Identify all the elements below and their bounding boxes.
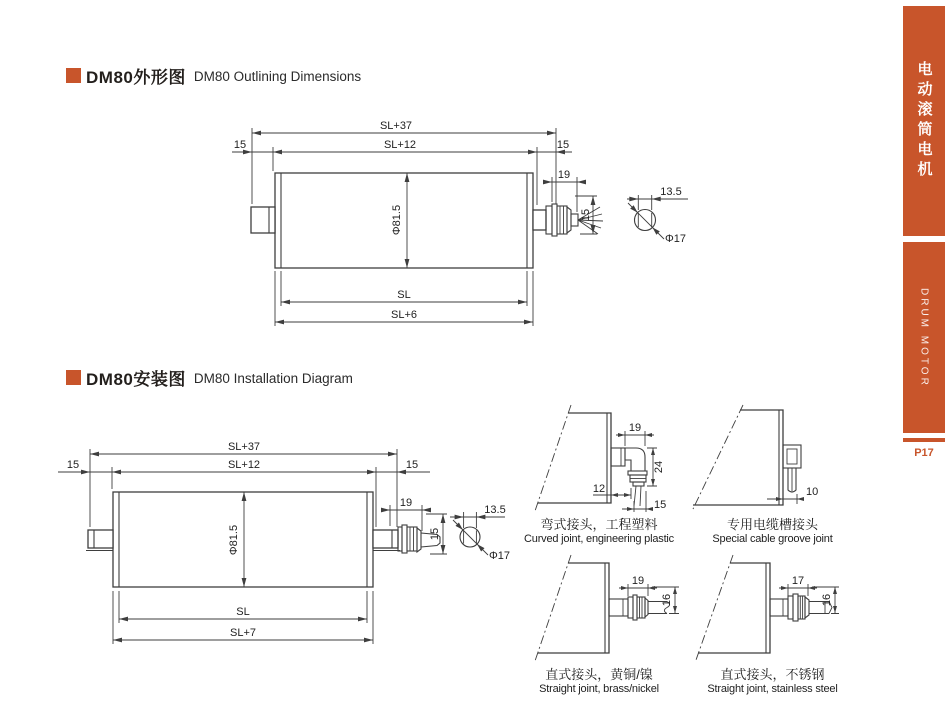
mounting-plate bbox=[696, 555, 770, 660]
dim-label-10: 10 bbox=[806, 486, 819, 498]
heading-bullet-square bbox=[66, 68, 81, 83]
drum-body bbox=[251, 173, 603, 268]
joint-straight-steel-caption bbox=[680, 667, 865, 696]
shaft-section-detail bbox=[450, 512, 505, 555]
dim-label-gland-h15: 15 bbox=[580, 208, 592, 222]
dim-label-gland-h15: 15 bbox=[429, 527, 441, 541]
dim-label-12: 12 bbox=[592, 483, 606, 495]
dim-label-inner: SL+12 bbox=[383, 139, 417, 151]
dim-label-sl: SL bbox=[397, 289, 411, 301]
caption-en: Straight joint, brass/nickel bbox=[539, 683, 659, 695]
dim-label-15: 15 bbox=[654, 499, 667, 511]
dim-label-left15: 15 bbox=[233, 139, 247, 151]
dim-label-19: 19 bbox=[631, 575, 645, 587]
caption-en: Curved joint, engineering plastic bbox=[524, 533, 674, 545]
dim-label-total: SL+37 bbox=[379, 120, 413, 132]
dim-label-16: 16 bbox=[821, 593, 833, 607]
sidebar-category-zh: 电动滚筒电机 bbox=[915, 61, 933, 181]
joint-groove-drawing bbox=[680, 405, 865, 517]
dim-label-19: 19 bbox=[628, 422, 642, 434]
dim-label-shell: SL+7 bbox=[230, 627, 256, 639]
dim-label-diameter: Φ81.5 bbox=[391, 204, 403, 236]
caption-en: Special cable groove joint bbox=[712, 533, 833, 545]
dim-label-right15: 15 bbox=[405, 459, 419, 471]
joint-straight-steel-drawing bbox=[680, 555, 865, 667]
sidebar-category-en: DRUM MOTOR bbox=[918, 287, 930, 388]
caption-zh: 直式接头，不锈钢 bbox=[720, 667, 825, 682]
dim-label-16: 16 bbox=[661, 593, 673, 607]
sidebar-category-tab-en bbox=[903, 242, 945, 433]
install-title-en: DM80 Installation Diagram bbox=[193, 371, 353, 386]
heading-bullet-square bbox=[66, 370, 81, 385]
page-number: P17 bbox=[914, 447, 934, 459]
dim-label-sl: SL bbox=[236, 606, 250, 618]
outline-title-zh: DM80外形图 bbox=[86, 68, 186, 87]
outline-drawing bbox=[180, 112, 725, 348]
elbow-joint bbox=[611, 448, 647, 506]
outline-title-en: DM80 Outlining Dimensions bbox=[193, 69, 362, 84]
dim-label-24: 24 bbox=[653, 460, 665, 474]
sidebar-category-tab bbox=[903, 6, 945, 236]
dim-label-flat: 13.5 bbox=[484, 504, 506, 516]
joint-groove-caption bbox=[680, 517, 865, 546]
caption-en: Straight joint, stainless steel bbox=[707, 683, 838, 695]
joint-straight-brass-caption bbox=[515, 667, 683, 696]
caption-zh: 弯式接头，工程塑料 bbox=[540, 517, 658, 532]
joint-straight-brass-drawing bbox=[515, 555, 683, 667]
caption-zh: 专用电缆槽接头 bbox=[726, 517, 818, 532]
dim-label-shaft-dia: Φ17 bbox=[665, 233, 687, 245]
dim-label-gland19: 19 bbox=[399, 497, 413, 509]
dim-label-shell: SL+6 bbox=[391, 309, 417, 321]
dim-label-flat: 13.5 bbox=[660, 186, 682, 198]
dim-label-diameter: Φ81.5 bbox=[228, 524, 240, 556]
mounting-plate bbox=[535, 555, 609, 661]
joint-curved-caption bbox=[515, 517, 683, 546]
sidebar-divider-bar bbox=[903, 438, 945, 442]
drum-body bbox=[86, 492, 440, 587]
mounting-plate bbox=[693, 405, 783, 509]
installation-drawing bbox=[40, 425, 520, 670]
dim-label-gland19: 19 bbox=[557, 169, 571, 181]
caption-zh: 直式接头，黄铜/镍 bbox=[545, 667, 653, 682]
dim-label-inner: SL+12 bbox=[227, 459, 261, 471]
joint-curved-drawing bbox=[515, 405, 683, 517]
dim-label-shaft-dia: Φ17 bbox=[489, 550, 511, 562]
dim-label-17: 17 bbox=[791, 575, 805, 587]
dim-label-left15: 15 bbox=[66, 459, 80, 471]
install-title-zh: DM80安装图 bbox=[86, 370, 186, 389]
dim-label-right15: 15 bbox=[556, 139, 570, 151]
groove-joint bbox=[783, 445, 801, 492]
dim-label-total: SL+37 bbox=[227, 441, 261, 453]
install-section-heading bbox=[66, 365, 353, 390]
outline-section-heading bbox=[66, 63, 361, 88]
